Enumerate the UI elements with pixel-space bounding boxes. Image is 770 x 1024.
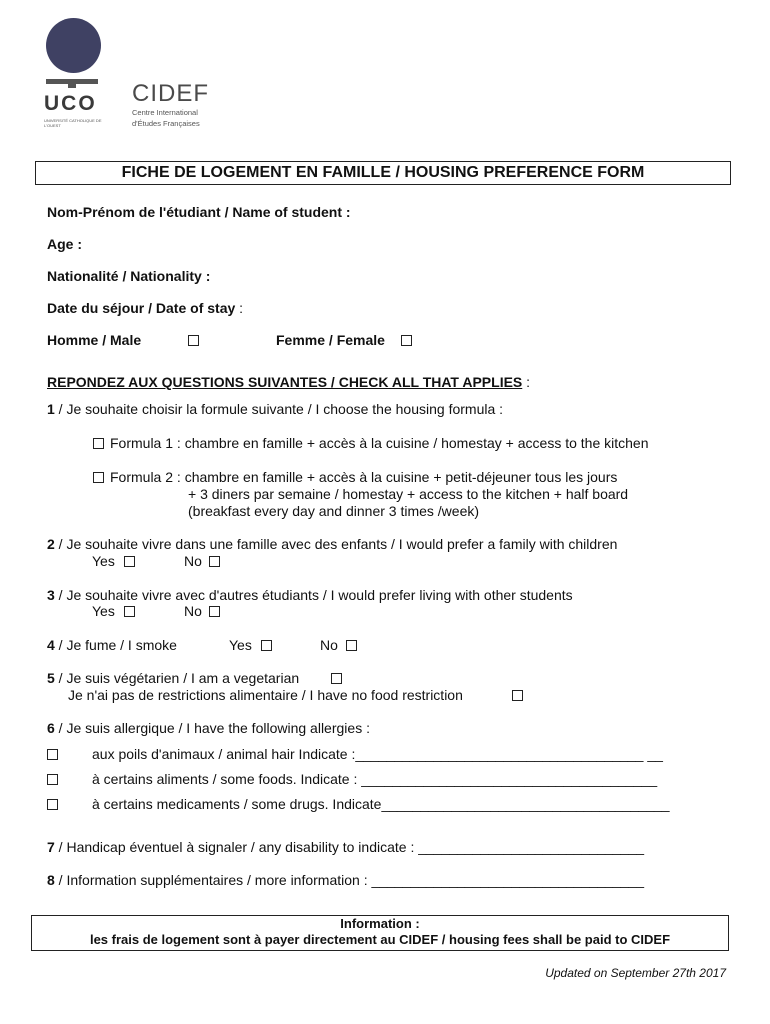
question-4-yes-checkbox[interactable]: [261, 640, 272, 651]
uco-logo-subtitle: UNIVERSITÉ CATHOLIQUE DE L'OUEST: [44, 118, 102, 128]
cidef-logo: [132, 82, 209, 128]
question-8: [47, 872, 644, 889]
form-title: FICHE DE LOGEMENT EN FAMILLE / HOUSING PREFERENCE FORM: [35, 161, 731, 185]
allergy-animal-hair-checkbox[interactable]: [47, 749, 58, 760]
female-label: Femme / Female: [276, 332, 385, 348]
stay-field: [47, 300, 243, 317]
formula-1-label: Formula 1 : chambre en famille + accès à la cuisine / homestay + access to the kitchen: [110, 435, 649, 451]
question-5: [47, 670, 299, 687]
question-5-text: / Je suis végétarien / I am a vegetarian: [54, 670, 300, 686]
male-label: Homme / Male: [47, 332, 142, 348]
question-4-no-checkbox[interactable]: [346, 640, 357, 651]
cidef-logo-subtitle-2: d'Études Françaises: [132, 119, 200, 128]
question-7-text: / Handicap éventuel à signaler / any disability to indicate : _____________________________: [54, 839, 645, 855]
uco-logo: [44, 18, 106, 128]
info-box: [31, 915, 729, 951]
question-2-no-label: No: [184, 553, 202, 569]
formula-2-label-line-1: Formula 2 : chambre en famille + accès à la cuisine + petit-déjeuner tous les jours: [110, 469, 618, 485]
question-3-yes-label: Yes: [92, 603, 115, 619]
name-field-label: Nom-Prénom de l'étudiant / Name of student :: [47, 204, 351, 220]
uco-emblem-icon: [46, 18, 101, 73]
question-4-yes-label: Yes: [229, 637, 252, 653]
uco-logo-text: UCO: [44, 92, 97, 115]
question-2-yes-label: Yes: [92, 553, 115, 569]
age-field-label: Age :: [47, 236, 82, 252]
nationality-field-label: Nationalité / Nationality :: [47, 268, 211, 284]
question-1-number: 1: [47, 401, 55, 417]
updated-date: Updated on September 27th 2017: [545, 966, 726, 980]
info-heading: Information :: [340, 916, 420, 931]
female-checkbox[interactable]: [401, 335, 412, 346]
no-food-restriction-label: Je n'ai pas de restrictions alimentaire / I have no food restriction: [68, 687, 463, 703]
question-3-no-checkbox[interactable]: [209, 606, 220, 617]
formula-2-label-line-3: (breakfast every day and dinner 3 times /week): [188, 503, 480, 519]
question-1-text: / Je souhaite choisir la formule suivante / I choose the housing formula :: [54, 401, 504, 417]
stay-field-label: Date du séjour / Date of stay: [47, 300, 236, 316]
cidef-logo-subtitle-1: Centre International: [132, 108, 198, 117]
question-2-yes-checkbox[interactable]: [124, 556, 135, 567]
question-4-text: / Je fume / I smoke: [54, 637, 177, 653]
question-4-number: 4: [47, 637, 55, 653]
male-checkbox[interactable]: [188, 335, 199, 346]
allergy-drugs-label: à certains medicaments / some drugs. Indicate_____________________________________: [92, 796, 670, 812]
question-6-text: / Je suis allergique / I have the following allergies :: [54, 720, 370, 736]
allergy-foods-checkbox[interactable]: [47, 774, 58, 785]
uco-book-icon: [46, 79, 98, 84]
instructions: [47, 374, 530, 391]
question-3: [47, 587, 573, 604]
question-3-text: / Je souhaite vivre avec d'autres étudiants / I would prefer living with other students: [54, 587, 573, 603]
question-7-number: 7: [47, 839, 55, 855]
question-3-no-label: No: [184, 603, 202, 619]
question-2-no-checkbox[interactable]: [209, 556, 220, 567]
allergy-drugs-checkbox[interactable]: [47, 799, 58, 810]
instructions-colon: :: [522, 374, 531, 390]
formula-2-checkbox[interactable]: [93, 472, 104, 483]
question-2-text: / Je souhaite vivre dans une famille avec des enfants / I would prefer a family with children: [54, 536, 618, 552]
no-food-restriction-checkbox[interactable]: [512, 690, 523, 701]
formula-1-checkbox[interactable]: [93, 438, 104, 449]
question-3-number: 3: [47, 587, 55, 603]
question-8-number: 8: [47, 872, 55, 888]
question-4-no-label: No: [320, 637, 338, 653]
question-1: [47, 401, 503, 418]
question-5-number: 5: [47, 670, 55, 686]
instructions-text: REPONDEZ AUX QUESTIONS SUIVANTES / CHECK ALL THAT APPLIES: [47, 374, 523, 390]
question-7: [47, 839, 644, 856]
question-2-number: 2: [47, 536, 55, 552]
question-8-text: / Information supplémentaires / more information : ___________________________________: [54, 872, 645, 888]
stay-field-colon: :: [235, 300, 244, 316]
vegetarian-checkbox[interactable]: [331, 673, 342, 684]
allergy-animal-hair-label: aux poils d'animaux / animal hair Indicate :_____________________________________ __: [92, 746, 663, 762]
question-6-number: 6: [47, 720, 55, 736]
cidef-logo-text: CIDEF: [132, 80, 209, 107]
question-6: [47, 720, 370, 737]
question-3-yes-checkbox[interactable]: [124, 606, 135, 617]
allergy-foods-label: à certains aliments / some foods. Indicate : ______________________________________: [92, 771, 658, 787]
formula-2-label-line-2: + 3 diners par semaine / homestay + access to the kitchen + half board: [188, 486, 629, 502]
question-4: [47, 637, 177, 654]
info-text: les frais de logement sont à payer directement au CIDEF / housing fees shall be paid to CIDEF: [89, 932, 671, 947]
question-2: [47, 536, 617, 553]
